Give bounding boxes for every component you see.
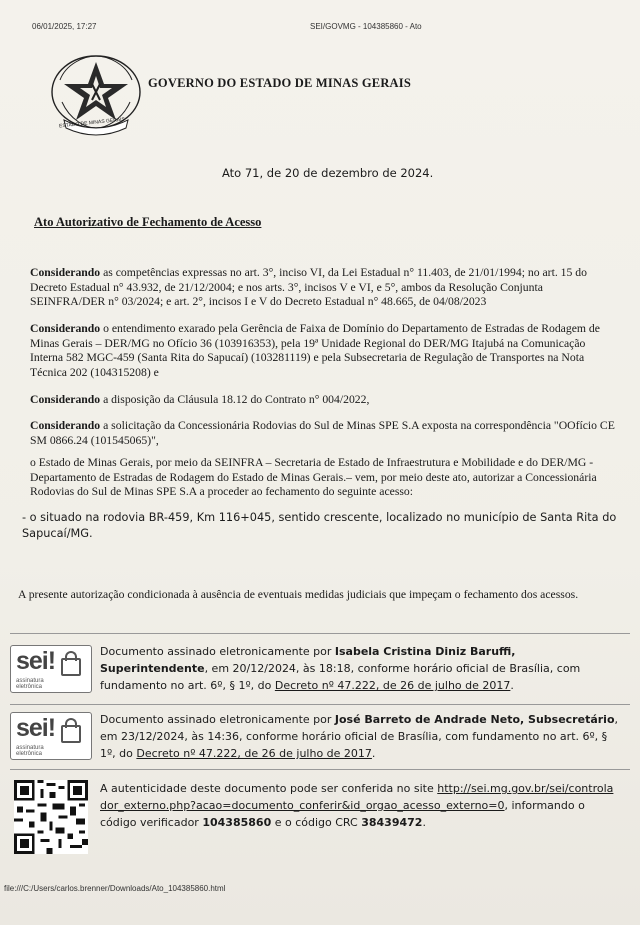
verify-divider [10, 769, 630, 770]
signature-block-2: Documento assinado eletronicamente por José Barreto de Andrade Neto, Subsecretário, em 23/12/2024, às 14:36, conforme horário oficial de Brasília, com fundamento no art. 6º, § 1º, do Decreto nº 47.222, de 26 de julho de 2017. [100, 713, 618, 760]
decree-link-2[interactable]: Decreto nº 47.222, de 26 de julho de 2017 [136, 747, 372, 760]
paragraph-considerando-4: Considerando a solicitação da Concessionária Rodovias do Sul de Minas SPE S.A exposta na correspondência "OOfício CE SM 0866.24 (101545065)", [30, 419, 615, 447]
paragraph-considerando-1: Considerando as competências expressas no art. 3°, inciso VI, da Lei Estadual n° 11.403, de 21/01/1994; no art. 15 do Decreto Estadual n° 43.932, de 21/12/2004; e nos arts. 3°, incisos V e VI, e 5°, ambos da Resolução Conjunta SEINFRA/DER n° 03/2024; e art. 2°, incisos I e V do Decreto Estadual n° 48.665, de 04/08/2023 [30, 266, 587, 308]
verification-url-link[interactable]: http://sei.mg.gov.br/sei/controlador_externo.php?acao=documento_conferir&id_orgao_acesso_externo=0 [100, 782, 614, 812]
decree-link-1[interactable]: Decreto nº 47.222, de 26 de julho de 2017 [274, 679, 511, 692]
lock-icon [61, 658, 81, 676]
crest-ribbon-text: ESTADO DE MINAS GERAIS [58, 116, 126, 130]
lock-icon [61, 725, 81, 743]
document-title: Ato Autorizativo de Fechamento de Acesso [34, 215, 262, 229]
ato-number-date: Ato 71, de 20 de dezembro de 2024. [222, 166, 434, 180]
paragraph-considerando-3: Considerando a disposição da Cláusula 18.12 do Contrato n° 004/2022, [30, 393, 370, 406]
sei-logo: sei! [16, 714, 56, 742]
government-title: GOVERNO DO ESTADO DE MINAS GERAIS [148, 76, 412, 90]
print-datetime: 06/01/2025, 17:27 [32, 22, 97, 31]
signature-divider-1 [10, 633, 630, 634]
print-file-path: file:///C:/Users/carlos.brenner/Downloads/Ato_104385860.html [4, 884, 226, 893]
paragraph-condition: A presente autorização condicionada à ausência de eventuais medidas judiciais que impeçam o fechamento dos acessos. [18, 588, 579, 601]
paragraph-authorization: o Estado de Minas Gerais, por meio da SEINFRA – Secretaria de Estado de Infraestrutura e Mobilidade e do DER/MG - Departamento de Estradas de Rodagem do Estado de Minas Gerais.– vem, por meio deste ato, autorizar a Concessionária Rodovias do Sul de Minas SPE S.A a proceder ao fechamento do seguinte acesso: [30, 456, 597, 498]
sei-seal-1 [10, 645, 92, 693]
paragraph-access-location: - o situado na rodovia BR-459, Km 116+045, sentido crescente, localizado no município de Santa Rita do Sapucaí/MG. [22, 511, 617, 540]
sei-logo: sei! [16, 647, 56, 675]
qr-code [14, 780, 88, 854]
verification-block: A autenticidade deste documento pode ser conferida no site http://sei.mg.gov.br/sei/controlador_externo.php?acao=documento_conferir&id_orgao_acesso_externo=0, informando o código verificador 104385860 e o código CRC 38439472. [100, 782, 614, 829]
print-source: SEI/GOVMG - 104385860 - Ato [310, 22, 422, 31]
sei-seal-2 [10, 712, 92, 760]
seal-caption: assinatura eletrônica [16, 745, 44, 757]
paragraph-considerando-2: Considerando o entendimento exarado pela Gerência de Faixa de Domínio do Departamento de Estradas de Rodagem de Minas Gerais – DER/MG no Ofício 36 (103916353), pela 19ª Unidade Regional do DER/MG Itajubá na Comunicação Interna 582 MGC-459 (Santa Rita do Sapucaí) (103281119) e pela Subsecretaria de Regulação de Transportes na Nota Técnica 202 (104315208) e [30, 322, 600, 379]
seal-caption: assinatura eletrônica [16, 678, 44, 690]
signature-divider-2 [10, 704, 630, 705]
signature-block-1: Documento assinado eletronicamente por Isabela Cristina Diniz Baruffi, Superintendente, em 20/12/2024, às 18:18, conforme horário oficial de Brasília, com fundamento no art. 6º, § 1º, do Decreto nº 47.222, de 26 de julho de 2017. [100, 645, 581, 692]
